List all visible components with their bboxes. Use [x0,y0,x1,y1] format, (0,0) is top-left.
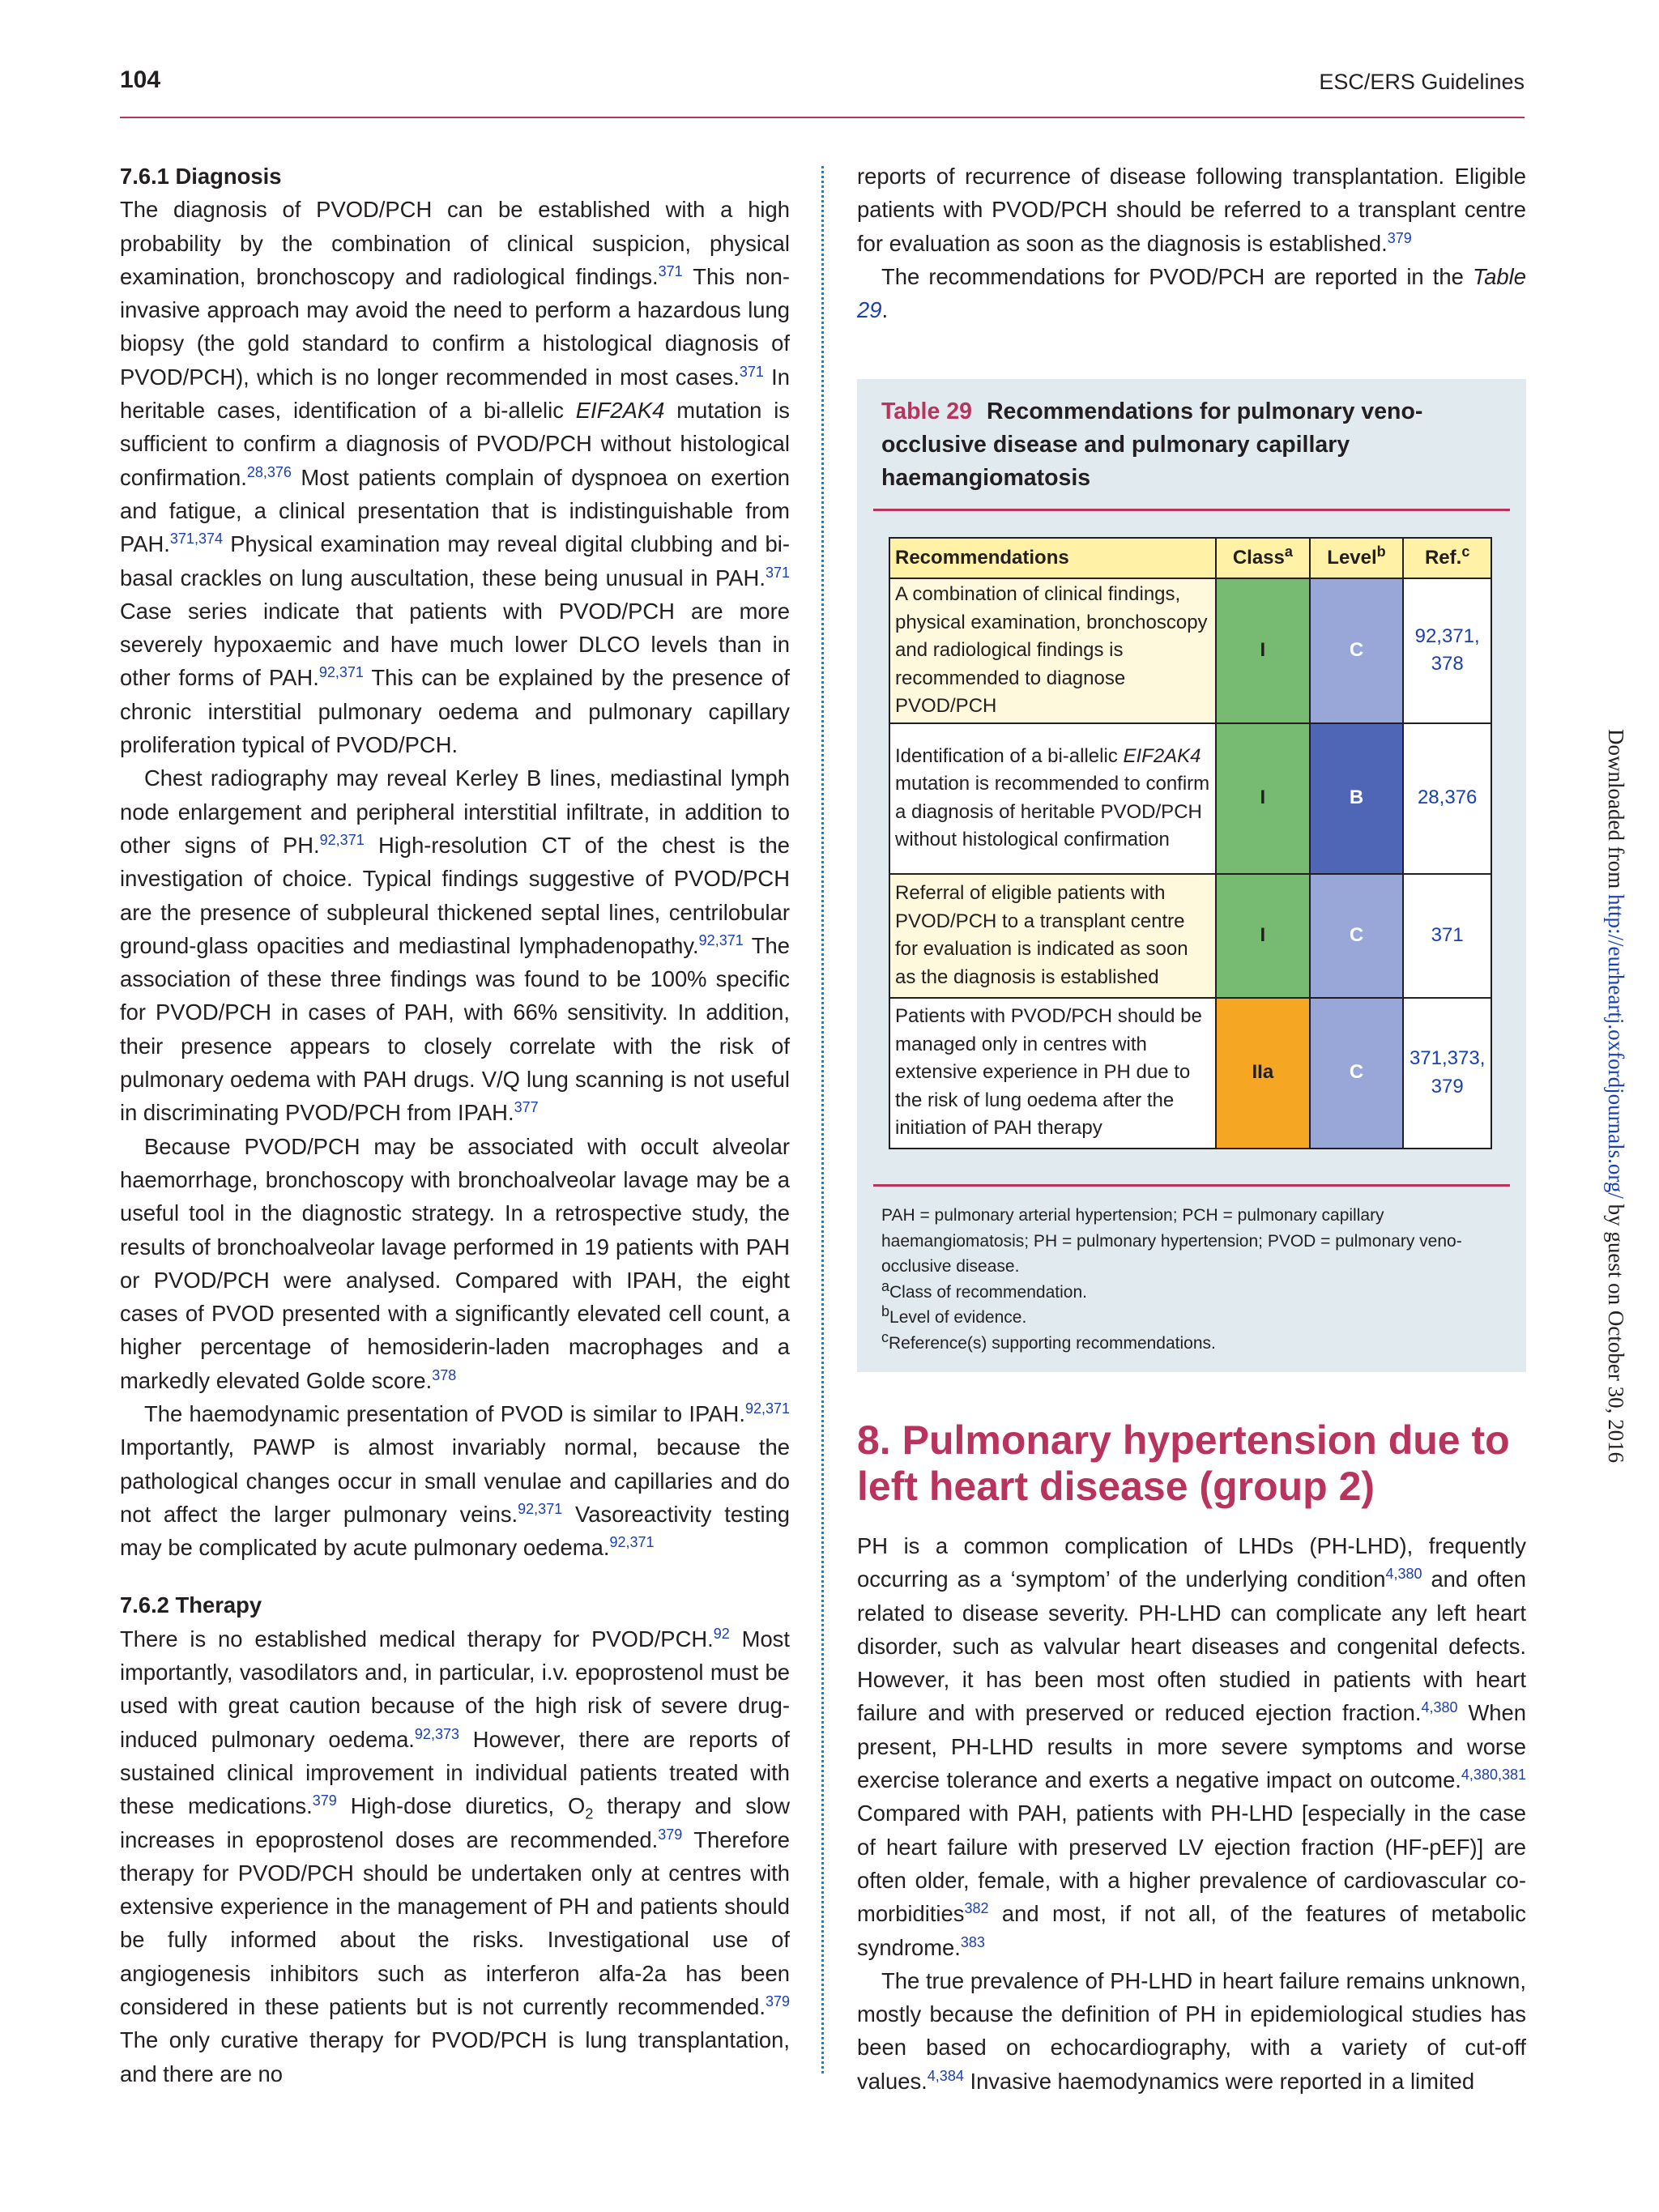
header-rule [120,117,1525,118]
paragraph-transplant: reports of recurrence of disease following transplantation. Eligible patients with PVOD/PCH should be referred to a transplant centre for evaluation as soon as the diagnosis is established.$^{379}$ [857,164,1526,256]
paragraph-table-reference: The recommendations for PVOD/PCH are reported in the Table 29. [857,263,1526,323]
citation[interactable]: 92,371 [319,831,365,848]
citation[interactable]: 92,371 [318,664,364,681]
citation[interactable]: 379 [765,1993,790,2010]
footnote-a: $^a$Class of recommendation. [881,1277,1087,1302]
recommendation-text: Identification of a bi-allelic EIF2AK4 mutation is recommended to confirm a diagnosis of heritable PVOD/PCH without histological confirmation [889,723,1216,874]
level-cell: C [1310,998,1404,1149]
recommendations-table [889,537,1492,1149]
citation[interactable]: 371 [658,262,683,279]
recommendation-text: Patients with PVOD/PCH should be managed only in centres with extensive experience in PH due to the risk of lung oedema after the initiation of PAH therapy [889,998,1216,1149]
paragraph-diagnosis-2: Chest radiography may reveal Kerley B lines, mediastinal lymph node enlargement and peripheral interstitial infiltrate, in addition to other signs of PH.$^{92,371}$ High-resolution CT of the chest is the investigation of choice. Typical findings suggestive of PVOD/PCH are the presence of subpleural thickened septal lines, centrilobular ground-glass opacities and mediastinal lymphadenopathy.$^{92,371}$ The association of these three findings was found to be 100% specific for PVOD/PCH in cases of PAH, with 66% sensitivity. In addition, their presence appears to closely correlate with the risk of pulmonary oedema with PAH drugs. V/Q lung scanning is not useful in discriminating PVOD/PCH from IPAH.$^{377}$ [120,765,790,1126]
table-footnotes [881,1203,1513,1356]
table-row [889,874,1491,998]
ref-cell[interactable]: 371 [1403,874,1491,998]
table-header-row [889,538,1491,578]
right-column-top [857,160,1526,326]
header-ref: Ref.$^c$ [1403,538,1491,578]
page-number: 104 [120,66,161,93]
heading-diagnosis: 7.6.1 Diagnosis [120,164,282,189]
citation[interactable]: 379 [658,1826,683,1843]
citation[interactable]: 383 [960,1933,985,1950]
column-divider [821,166,824,2073]
paragraph-ph-lhd-1: PH is a common complication of LHDs (PH-LHD), frequently occurring as a ‘symptom’ of the underlying condition$^{4,380}$ and often related to disease severity. PH-LHD can complicate any left heart disorder, such as valvular heart diseases and congenital defects. However, it has been most often studied in patients with heart failure and with preserved or reduced ejection fraction.$^{4,380}$ When present, PH-LHD results in more severe symptoms and worse exercise tolerance and exerts a negative impact on outcome.$^{4,380,381}$ Compared with PAH, patients with PH-LHD [especially in the case of heart failure with preserved LV ejection fraction (HF-pEF)] are often older, female, with a higher prevalence of cardiovascular co-morbidities$^{382}$ and most, if not all, of the features of metabolic syndrome.$^{383}$ [857,1533,1526,1960]
paragraph-therapy: There is no established medical therapy for PVOD/PCH.$^{92}$ Most importantly, vasodilators and, in particular, i.v. epoprostenol must be used with great caution because of the high risk of severe drug-induced pulmonary oedema.$^{92,373}$ However, there are reports of sustained clinical improvement in individual patients treated with these medications.$^{379}$ High-dose diuretics, $O_2$ therapy and slow increases in epoprostenol doses are recommended.$^{379}$ Therefore therapy for PVOD/PCH should be undertaken only at centres with extensive experience in the management of PH and patients should be fully informed about the risks. Investigational use of angiogenesis inhibitors such as interferon alfa-2a has been considered in these patients but is not currently recommended.$^{379}$ The only curative therapy for PVOD/PCH is lung transplantation, and there are no [120,1625,790,2086]
citation[interactable]: 92,371 [744,1400,790,1417]
table-rule-bottom [873,1184,1510,1187]
right-column-bottom [857,1529,1526,2098]
recommendation-text: Referral of eligible patients with PVOD/PCH to a transplant centre for evaluation is indicated as soon as the diagnosis is established [889,874,1216,998]
citation[interactable]: 4,380,381 [1461,1766,1526,1783]
citation[interactable]: 4,380 [1421,1699,1458,1716]
citation[interactable]: 92,371 [609,1534,655,1551]
table-title: Table 29 Recommendations for pulmonary veno-occlusive disease and pulmonary capillary haemangiomatosis [881,399,1423,491]
header-recommendations: Recommendations [889,538,1216,578]
ref-cell[interactable]: 371,373, 379 [1403,998,1491,1149]
citation[interactable]: 379 [1387,229,1412,246]
header-level: Level$^b$ [1310,538,1404,578]
table-number: Table 29 [881,399,972,424]
class-cell: I [1216,578,1310,723]
citation[interactable]: 378 [432,1366,457,1383]
paragraph-diagnosis-3: Because PVOD/PCH may be associated with occult alveolar haemorrhage, bronchoscopy with bronchoalveolar lavage may be a useful tool in the diagnostic strategy. In a retrospective study, the results of bronchoalveolar lavage performed in 19 patients with PAH or PVOD/PCH were analysed. Compared with IPAH, the eight cases of PVOD presented with a significantly elevated cell count, a higher percentage of hemosiderin-laden macrophages and a markedly elevated Golde score.$^{378}$ [120,1133,790,1393]
footnote-c: $^c$Reference(s) supporting recommendations. [881,1328,1216,1353]
class-cell: IIa [1216,998,1310,1149]
paragraph-diagnosis-4: The haemodynamic presentation of PVOD is similar to IPAH.$^{92,371}$ Importantly, PAWP is almost invariably normal, because the pathological changes occur in small venulae and capillaries and do not affect the larger pulmonary veins.$^{92,371}$ Vasoreactivity testing may be complicated by acute pulmonary oedema.$^{92,371}$ [120,1400,790,1561]
header-class: Class$^a$ [1216,538,1310,578]
running-head: ESC/ERS Guidelines [1319,70,1525,94]
citation[interactable]: 379 [312,1792,337,1809]
citation[interactable]: 92,373 [414,1725,459,1742]
citation[interactable]: 4,380 [1385,1566,1422,1583]
citation[interactable]: 371 [739,363,764,380]
citation[interactable]: 4,384 [927,2067,964,2084]
citation[interactable]: 382 [964,1900,989,1917]
citation[interactable]: 371 [765,564,790,581]
footnote-abbreviations: PAH = pulmonary arterial hypertension; PCH = pulmonary capillary haemangiomatosis; PH = pulmonary hypertension; PVOD = pulmonary veno-occlusive disease. [881,1206,1462,1276]
section-title: 8. Pulmonary hypertension due to left heart disease (group 2) [857,1417,1510,1509]
citation[interactable]: 371,374 [169,531,223,548]
table-link[interactable]: 29 [857,297,882,323]
ref-cell[interactable]: 28,376 [1403,723,1491,874]
level-cell: C [1310,874,1404,998]
class-cell: I [1216,874,1310,998]
paragraph-ph-lhd-2: The true prevalence of PH-LHD in heart failure remains unknown, mostly because the definition of PH in epidemiological studies has been based on echocardiography, with a variety of cut-off values.$^{4,384}$ Invasive haemodynamics were reported in a limited [857,1967,1526,2094]
citation[interactable]: 377 [514,1099,539,1116]
journal-link[interactable]: http://eurheartj.oxfordjournals.org/ [1604,893,1628,1199]
citation[interactable]: 92 [713,1625,730,1642]
level-cell: B [1310,723,1404,874]
class-cell: I [1216,723,1310,874]
heading-therapy: 7.6.2 Therapy [120,1592,262,1618]
recommendation-text: A combination of clinical findings, physical examination, bronchoscopy and radiological findings is recommended to diagnose PVOD/PCH [889,578,1216,723]
table-row [889,998,1491,1149]
left-column [120,160,790,2091]
citation[interactable]: 92,371 [518,1500,563,1517]
footnote-b: $^b$Level of evidence. [881,1303,1027,1327]
level-cell: C [1310,578,1404,723]
table-rule-top [873,509,1510,511]
paragraph-diagnosis-1: The diagnosis of PVOD/PCH can be established with a high probability by the combination of clinical suspicion, physical examination, bronchoscopy and radiological findings.$^{371}$ This non-invasive approach may avoid the need to perform a hazardous lung biopsy (the gold standard to confirm a histological diagnosis of PVOD/PCH), which is no longer recommended in most cases.$^{371}$ In heritable cases, identification of a bi-allelic EIF2AK4 mutation is sufficient to confirm a diagnosis of PVOD/PCH without histological confirmation.$^{28,376}$ Most patients complain of dyspnoea on exertion and fatigue, a clinical presentation that is indistinguishable from PAH.$^{371,374}$ Physical examination may reveal digital clubbing and bi-basal crackles on lung auscultation, these being unusual in PAH.$^{371}$ Case series indicate that patients with PVOD/PCH are more severely hypoxaemic and have much lower DLCO levels than in other forms of PAH.$^{92,371}$ This can be explained by the presence of chronic interstitial pulmonary oedema and pulmonary capillary proliferation typical of PVOD/PCH. [120,197,790,758]
table-row [889,723,1491,874]
table-row [889,578,1491,723]
ref-cell[interactable]: 92,371, 378 [1403,578,1491,723]
citation[interactable]: 28,376 [246,463,292,480]
citation[interactable]: 92,371 [698,931,744,948]
